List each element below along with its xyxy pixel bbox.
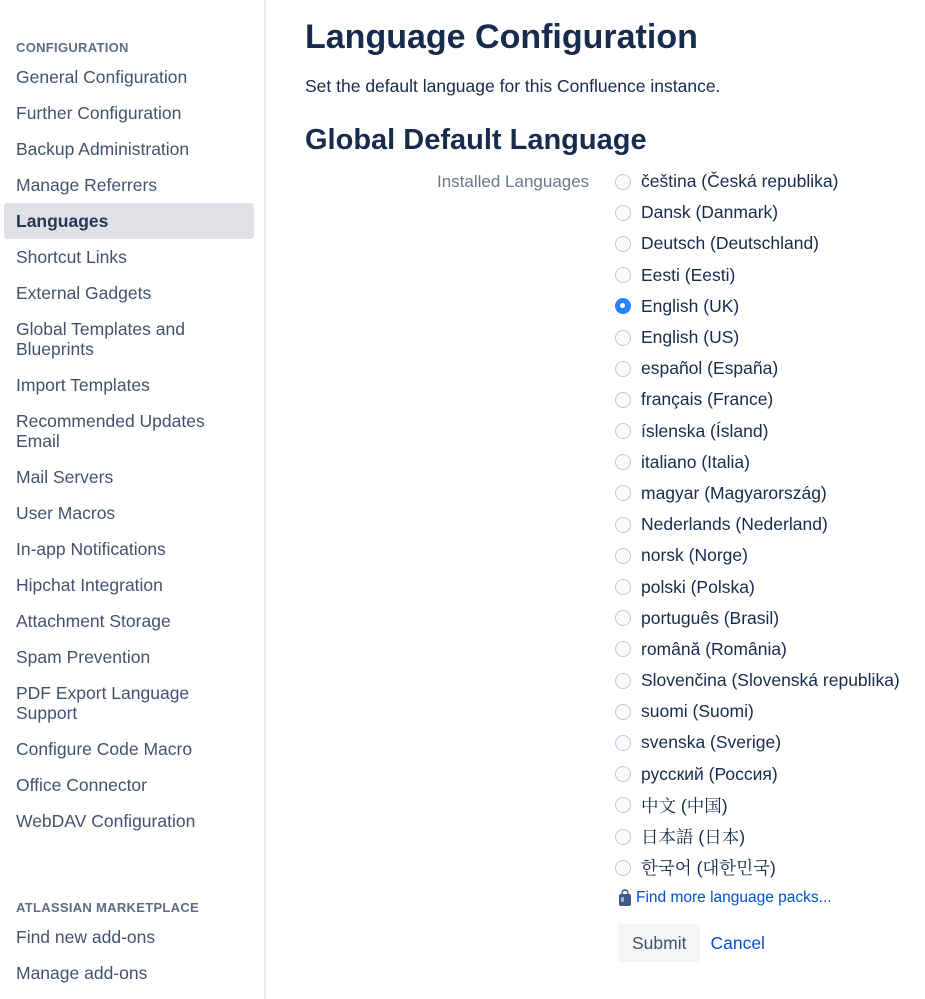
language-label: svenska (Sverige) — [641, 732, 782, 753]
marketplace-nav — [4, 919, 254, 991]
language-label: čeština (Česká republika) — [641, 171, 839, 192]
language-label: íslenska (Ísland) — [641, 420, 769, 441]
language-radio[interactable] — [615, 735, 631, 751]
cancel-link[interactable]: Cancel — [710, 932, 765, 953]
language-label: Dansk (Danmark) — [641, 202, 779, 223]
language-radio[interactable] — [615, 205, 631, 221]
find-more-language-packs-link[interactable] — [618, 889, 832, 907]
sidebar-item-import-templates[interactable]: Import Templates — [16, 375, 150, 395]
language-label: Eesti (Eesti) — [641, 264, 736, 285]
language-option[interactable] — [615, 416, 900, 447]
language-option[interactable] — [615, 384, 900, 415]
language-label: français (France) — [641, 389, 774, 410]
language-radio[interactable] — [615, 298, 631, 314]
more-packs-label: Find more language packs... — [636, 889, 832, 906]
language-radio[interactable] — [615, 267, 631, 283]
language-label: 한국어 (대한민국) — [641, 858, 776, 879]
language-radio[interactable] — [615, 236, 631, 252]
sidebar-item-languages[interactable]: Languages — [4, 203, 254, 239]
language-option[interactable] — [615, 790, 900, 821]
language-label: Deutsch (Deutschland) — [641, 233, 819, 254]
language-radio[interactable] — [615, 485, 631, 501]
language-label: português (Brasil) — [641, 607, 780, 628]
language-option[interactable] — [615, 571, 900, 602]
sidebar-item-find-new-add-ons[interactable]: Find new add-ons — [16, 927, 156, 947]
submit-button[interactable]: Submit — [618, 924, 700, 962]
admin-sidebar — [0, 0, 266, 999]
language-radio[interactable] — [615, 454, 631, 470]
sidebar-item-shortcut-links[interactable]: Shortcut Links — [16, 247, 127, 267]
language-option[interactable] — [615, 228, 900, 259]
sidebar-item-general-configuration[interactable]: General Configuration — [16, 67, 188, 87]
section-title: Global Default Language — [305, 124, 647, 156]
language-option[interactable] — [615, 291, 900, 322]
sidebar-item-in-app-notifications[interactable]: In-app Notifications — [16, 539, 166, 559]
language-option[interactable] — [615, 322, 900, 353]
sidebar-item-recommended-updates-email[interactable]: Recommended Updates Email — [16, 411, 205, 451]
sidebar-item-global-templates-and-blueprints[interactable]: Global Templates and Blueprints — [16, 319, 185, 359]
language-label: norsk (Norge) — [641, 545, 748, 566]
language-option[interactable] — [615, 260, 900, 291]
language-radio[interactable] — [615, 548, 631, 564]
language-radio[interactable] — [615, 423, 631, 439]
sidebar-item-further-configuration[interactable]: Further Configuration — [16, 103, 182, 123]
page-description: Set the default language for this Confluence instance. — [305, 76, 721, 96]
sidebar-item-attachment-storage[interactable]: Attachment Storage — [16, 611, 171, 631]
language-option[interactable] — [615, 447, 900, 478]
language-radio[interactable] — [615, 174, 631, 190]
language-option[interactable] — [615, 852, 900, 883]
language-radio-group — [615, 166, 900, 883]
marketplace-heading: ATLASSIAN MARKETPLACE — [16, 900, 199, 915]
language-option[interactable] — [615, 197, 900, 228]
language-option[interactable] — [615, 509, 900, 540]
language-radio[interactable] — [615, 392, 631, 408]
language-radio[interactable] — [615, 797, 631, 813]
language-option[interactable] — [615, 353, 900, 384]
language-radio[interactable] — [615, 517, 631, 533]
language-radio[interactable] — [615, 330, 631, 346]
language-option[interactable] — [615, 821, 900, 852]
sidebar-item-external-gadgets[interactable]: External Gadgets — [16, 283, 152, 303]
language-radio[interactable] — [615, 766, 631, 782]
language-label: magyar (Magyarország) — [641, 482, 827, 503]
language-radio[interactable] — [615, 361, 631, 377]
language-label: 中文 (中国) — [641, 795, 728, 816]
sidebar-item-office-connector[interactable]: Office Connector — [16, 775, 147, 795]
language-label: română (România) — [641, 638, 787, 659]
language-option[interactable] — [615, 166, 900, 197]
language-radio[interactable] — [615, 610, 631, 626]
sidebar-item-user-macros[interactable]: User Macros — [16, 503, 116, 523]
language-radio[interactable] — [615, 641, 631, 657]
sidebar-item-hipchat-integration[interactable]: Hipchat Integration — [16, 575, 163, 595]
language-radio[interactable] — [615, 673, 631, 689]
sidebar-item-pdf-export-language-support[interactable]: PDF Export Language Support — [16, 683, 190, 723]
sidebar-item-spam-prevention[interactable]: Spam Prevention — [16, 647, 151, 667]
language-option[interactable] — [615, 727, 900, 758]
language-option[interactable] — [615, 634, 900, 665]
sidebar-item-manage-referrers[interactable]: Manage Referrers — [16, 175, 158, 195]
language-label: polski (Polska) — [641, 576, 755, 597]
configuration-nav — [4, 59, 254, 839]
language-radio[interactable] — [615, 860, 631, 876]
language-option[interactable] — [615, 696, 900, 727]
language-radio[interactable] — [615, 579, 631, 595]
language-label: italiano (Italia) — [641, 451, 750, 472]
language-option[interactable] — [615, 478, 900, 509]
language-radio[interactable] — [615, 704, 631, 720]
language-label: suomi (Suomi) — [641, 701, 754, 722]
sidebar-item-manage-add-ons[interactable]: Manage add-ons — [16, 963, 148, 983]
page-title: Language Configuration — [305, 18, 698, 56]
sidebar-item-webdav-configuration[interactable]: WebDAV Configuration — [16, 811, 196, 831]
language-label: English (UK) — [641, 295, 740, 316]
language-label: 日本語 (日本) — [641, 827, 746, 848]
language-option[interactable] — [615, 759, 900, 790]
language-option[interactable] — [615, 540, 900, 571]
language-label: English (US) — [641, 327, 740, 348]
language-label: русский (Россия) — [641, 763, 778, 784]
form-buttons — [618, 924, 765, 962]
configuration-heading: CONFIGURATION — [16, 40, 129, 55]
sidebar-item-backup-administration[interactable]: Backup Administration — [16, 139, 190, 159]
language-label: Nederlands (Nederland) — [641, 514, 828, 535]
language-label: español (España) — [641, 358, 779, 379]
sidebar-item-mail-servers[interactable]: Mail Servers — [16, 467, 114, 487]
shopping-bag-icon — [618, 889, 632, 907]
language-radio[interactable] — [615, 829, 631, 845]
language-option[interactable] — [615, 665, 900, 696]
language-label: Slovenčina (Slovenská republika) — [641, 670, 900, 691]
language-option[interactable] — [615, 603, 900, 634]
sidebar-item-configure-code-macro[interactable]: Configure Code Macro — [16, 739, 193, 759]
installed-languages-label: Installed Languages — [437, 172, 590, 191]
